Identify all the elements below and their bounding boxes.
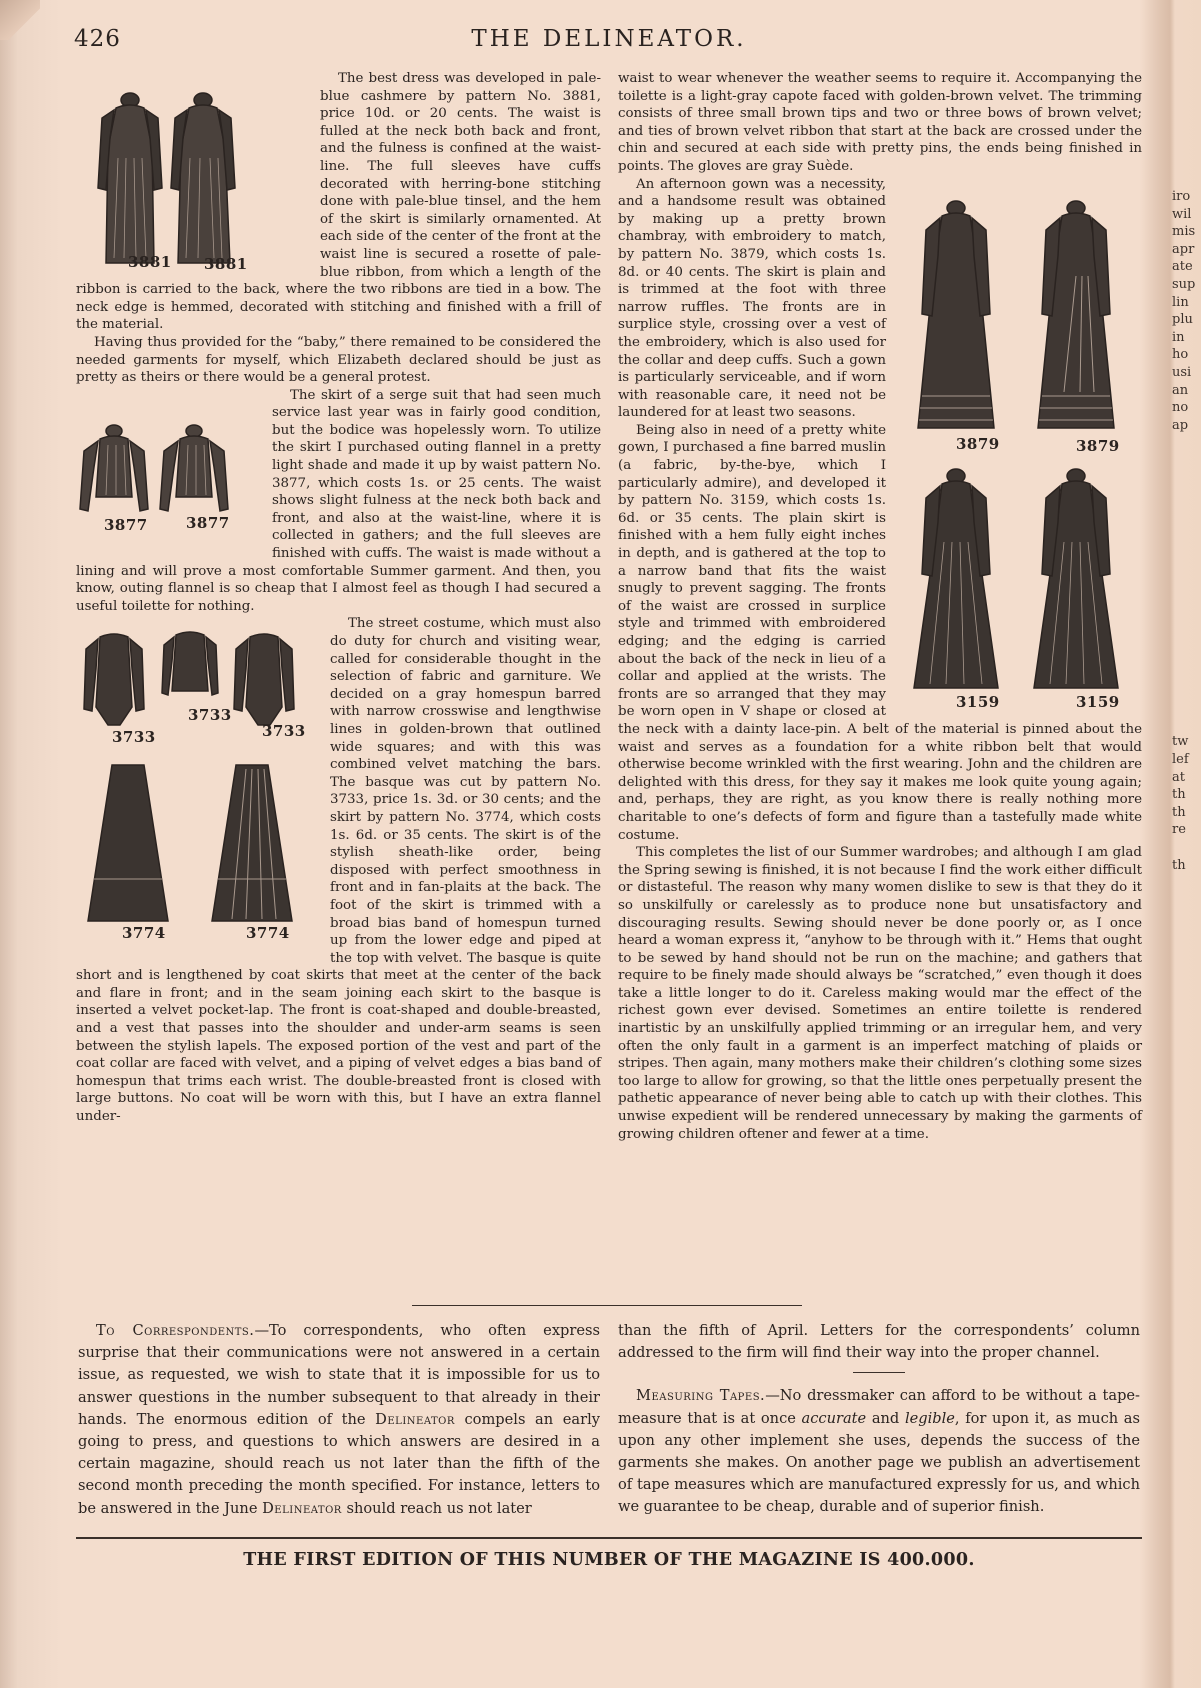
edge-fragment xyxy=(1172,663,1201,681)
paragraph-3159-gown: Being also in need of a pretty white gown, I purchased a fine barred muslin (a fabric, by-the-bye, which I particularly admire), and developed it by pattern No. 3159, which costs 1s. 6d. or 35 cents. The plain skirt is finished with a hem fully eight inches in depth, and is gathered at the top to a narrow band that fits the waist snugly to prevent sagging. The fronts of the waist are crossed in surplice style and trimmed with embroidered edging; and the edging is carried about the back of the neck in lieu of a collar and applied at the wrists. The fronts are so arranged that they may be worn open in V shape or closed at the neck with a dainty lace-pin. A belt of the material is pinned about the waist and serves as a foundation for a white ribbon belt that would otherwise become wrinkled with the first wearing. John and the children are delighted with this dress, for they say it makes me look quite young again; and, perhaps, they are right, as you know there is really nothing more charitable to one’s defects of form and figure than a tastefully made white costume. xyxy=(618,422,1142,843)
paragraph-baby: Having thus provided for the “baby,” there remained to be considered the needed garments for myself, which Elizabeth declared should be just as pretty as theirs or there would be a general protest. xyxy=(76,334,601,386)
edge-fragment: ate xyxy=(1172,259,1193,275)
edge-fragment xyxy=(1172,540,1201,558)
dress-3881-illustration xyxy=(58,78,312,276)
figure-label: 3877 xyxy=(186,513,230,532)
waist-3877-illustration xyxy=(66,417,266,557)
paragraph-text: An afternoon gown was a necessity, and a handsome result was obtained by making up a pretty brown chambray, with embroidery to match, by pattern No. 3879, which costs 1s. 8d. or 40 cents. The skirt is plain and is trimmed at the foot with three narrow ruffles. The fronts are in surplice style, crossing over a vest of the embroidery, which is also used for the collar and deep cuffs. Such a gown is particularly serviceable, and if worn with reasonable care, it need not be laundered for at least two seasons. xyxy=(618,176,886,421)
edge-fragment xyxy=(1172,434,1201,452)
magazine-name: Delineator xyxy=(375,1410,455,1428)
edge-fragment xyxy=(1172,118,1201,136)
section-divider xyxy=(412,1305,802,1306)
edge-fragment xyxy=(1172,557,1201,575)
figure-label: 3879 xyxy=(1076,436,1120,455)
figure-label: 3774 xyxy=(122,924,166,943)
magazine-title: THE DELINEATOR. xyxy=(471,26,747,52)
edge-fragment xyxy=(1172,645,1201,663)
paragraph-text: The skirt of a serge suit that had seen much service last year was in fairly good condition, but the bodice was hopelessly worn. To utilize the skirt I purchased outing flannel in a pretty light shade and made it up by waist pattern No. 3877, which costs 1s. or 25 cents. The waist shows slight fulness at the neck both back and front, and also at the waist-line, where it is collected in gathers; and the full sleeves are finished with cuffs. The waist is made without a lining and will prove a most comfortable Summer garment. And then, you know, outing flannel is so cheap that I almost feel as though I had secured a useful toilette for nothing. xyxy=(76,387,601,614)
paragraph-street-costume xyxy=(76,615,601,1125)
article-column-right xyxy=(618,70,1142,1310)
edge-fragment xyxy=(1172,610,1201,628)
paragraph-3881-dress xyxy=(76,70,601,334)
edge-fragment xyxy=(1172,469,1201,487)
edge-fragment: apr xyxy=(1172,241,1195,257)
edge-fragment xyxy=(1172,681,1201,699)
figure-3733-basque xyxy=(66,629,324,753)
figure-3159-gown xyxy=(894,466,1152,716)
figure-label: 3733 xyxy=(112,728,156,747)
gown-3879-illustration xyxy=(894,196,1152,456)
edge-fragment: th xyxy=(1172,857,1186,873)
notice-text: , for upon it, as much as upon any other implement she uses, depends the success of the garments she makes. On another page we publish an advertisement of tape measures which are manufactured expressly for us, and which we guarantee to be cheap, durable and of superior finish. xyxy=(618,1409,1140,1516)
edge-fragment: usi xyxy=(1172,364,1192,380)
notice-divider xyxy=(853,1372,905,1373)
figure-label: 3159 xyxy=(1076,692,1120,711)
edge-fragment: th xyxy=(1172,804,1186,820)
edge-fragment: ap xyxy=(1172,417,1189,433)
notice-column-left xyxy=(78,1320,600,1520)
notice-text: —To correspondents, who often express surprise that their communications were not answered in a certain issue, as requested, we wish to state that it is impossible for us to answer questions in the number subsequent to that already in their hands. The enormous edition of the xyxy=(78,1322,600,1428)
edge-fragment xyxy=(1172,716,1201,734)
edge-fragment xyxy=(1172,505,1201,523)
edge-fragment: no xyxy=(1172,400,1189,416)
notice-text: and xyxy=(866,1409,905,1427)
notice-column-right xyxy=(618,1320,1140,1519)
notice-text: should reach us not later xyxy=(341,1499,532,1517)
edge-fragment: plu xyxy=(1172,312,1193,328)
notice-heading: To Correspondents. xyxy=(96,1322,255,1339)
edge-fragment xyxy=(1172,839,1201,857)
paragraph-3877-waist xyxy=(76,387,601,616)
emphasis: accurate xyxy=(801,1409,867,1427)
edge-fragment xyxy=(1172,628,1201,646)
edge-fragment: wil xyxy=(1172,206,1192,222)
edge-fragment: lef xyxy=(1172,751,1189,767)
edge-fragment: tw xyxy=(1172,734,1189,750)
page-number: 426 xyxy=(74,26,121,52)
figure-label: 3774 xyxy=(246,924,290,943)
edge-fragment xyxy=(1172,698,1201,716)
figure-3881-dress xyxy=(58,78,312,276)
notice-correspondents xyxy=(78,1320,600,1520)
edge-fragment: ho xyxy=(1172,347,1189,363)
figure-label: 3879 xyxy=(956,434,1000,453)
edge-fragment: iro xyxy=(1172,188,1191,204)
edge-fragment: mis xyxy=(1172,224,1196,240)
page-corner-fold xyxy=(0,0,40,40)
edge-fragment xyxy=(1172,100,1201,118)
figure-label: 3733 xyxy=(188,706,232,725)
edge-fragment: sup xyxy=(1172,276,1196,292)
figure-label: 3733 xyxy=(262,722,306,741)
paragraph-text: The best dress was developed in pale-blue cashmere by pattern No. 3881, price 10d. or 20 cents. The waist is fulled at the neck both back and front, and the fulness is confined at the waist-line. The full sleeves have cuffs decorated with herring-bone stitching done with pale-blue tinsel, and the hem of the skirt is similarly ornamented. At each side of the center of the front at the waist line is secured a rosette of pale-blue ribbon, from which a length of the ribbon is carried to the back, where the two ribbons are tied in a bow. The neck edge is hemmed, decorated with stitching and finished with a frill of the material. xyxy=(76,71,601,333)
edge-fragment: in xyxy=(1172,329,1185,345)
figure-3877-waist xyxy=(66,417,266,557)
notice-correspondents-continued: than the fifth of April. Letters for the correspondents’ column addressed to the firm will find their way into the proper channel. xyxy=(618,1322,1140,1362)
edge-fragment xyxy=(1172,593,1201,611)
edge-fragment xyxy=(1172,575,1201,593)
figure-label: 3881 xyxy=(128,253,172,271)
running-head xyxy=(74,26,1144,62)
edge-fragment: an xyxy=(1172,382,1189,398)
notice-text: —No dressmaker can afford to be without a tape-measure that is at once xyxy=(618,1387,1140,1427)
edge-fragment xyxy=(1172,153,1201,171)
next-page-edge-fragments xyxy=(1172,100,1201,1550)
emphasis: legible xyxy=(904,1409,955,1427)
edge-fragment: at xyxy=(1172,769,1185,785)
edge-fragment xyxy=(1172,452,1201,470)
edge-fragment: th xyxy=(1172,787,1186,803)
edition-notice: THE FIRST EDITION OF THIS NUMBER OF THE MAGAZINE IS 400.000. xyxy=(243,1550,975,1570)
edge-fragment: re xyxy=(1172,822,1186,838)
edge-fragment xyxy=(1172,522,1201,540)
figure-3774-skirt xyxy=(66,759,324,949)
notice-measuring-tapes xyxy=(618,1385,1140,1518)
edge-fragment: lin xyxy=(1172,294,1189,310)
paragraph-text: The street costume, which must also do duty for church and visiting wear, called for considerable thought in the selection of fabric and garniture. We decided on a gray homespun barred with narrow crosswise and lengthwise lines in golden-brown that outlined wide squares; and with this was combined velvet matching the bars. The basque was cut by pattern No. 3733, price 1s. 3d. or 30 cents; and the skirt by pattern No. 3774, which costs 1s. 6d. or 35 cents. The skirt is of the stylish sheath-like order, being disposed with perfect smoothness in front and in fan-plaits at the back. The foot of the skirt is trimmed with a broad bias band of homespun turned up from the lower edge and piped at the top with velvet. The basque is quite short and is lengthened by coat skirts that meet at the center of the back and flare in front; and in the seam joining each skirt to the basque is inserted a velvet pocket-lap. The front is coat-shaped and double-breasted, and a vest that passes into the shoulder and under-arm seams is seen between the stylish lapels. The exposed portion of the vest and part of the coat collar are faced with velvet, and a piping of velvet edges a bias band of homespun that trims each wrist. The double-breasted front is closed with large buttons. No coat will be worn with this, but I have an extra flannel under- xyxy=(76,616,601,1125)
notice-heading: Measuring Tapes. xyxy=(636,1387,766,1405)
figure-label: 3159 xyxy=(956,692,1000,711)
gown-3159-illustration xyxy=(894,466,1152,716)
article-column-left xyxy=(76,70,601,1310)
figure-label: 3881 xyxy=(204,255,248,273)
edge-fragment xyxy=(1172,170,1201,188)
paragraph-capote: waist to wear whenever the weather seems to require it. Accompanying the toilette is a light-gray capote faced with golden-brown velvet. The trimming consists of three small brown tips and two or three bows of brown velvet; and ties of brown velvet ribbon that start at the back are crossed under the chin and secured at each side with pretty pins, the ends being finished in points. The gloves are gray Suède. xyxy=(618,71,1142,174)
edge-fragment xyxy=(1172,487,1201,505)
footer-rule xyxy=(76,1537,1142,1539)
skirt-3774-illustration xyxy=(66,759,324,949)
figure-label: 3877 xyxy=(104,515,148,534)
notice-text: compels an early going to press, and questions to which answers are desired in a certain magazine, should reach us not later than the fifth of the second month preceding the month specified. For instance, letters to be answered in the June xyxy=(78,1410,600,1517)
edge-fragment xyxy=(1172,135,1201,153)
magazine-name: Delineator xyxy=(262,1499,342,1517)
paragraph-summer-wardrobes: This completes the list of our Summer wardrobes; and although I am glad the Spring sewing is finished, it is not because I find the work either difficult or distasteful. The reason why many women dislike to sew is that they do it so unskilfully or carelessly as to produce none but unsatisfactory and discouraging results. Sewing should never be done poorly or, as I once heard a woman express it, “anyhow to be through with it.” Hems that ought to be sewed by hand should not be run on the machine; and gathers that require to be finely made should always be “scratched,” even though it does take a little longer to do it. Careless making would mar the effect of the richest gown ever devised. Sometimes an entire toilette is rendered inartistic by an unskilfully applied trimming or an irregular hem, and very often the only fault in a garment is an imperfect matching of plaids or stripes. Then again, many mothers make their children’s clothing some sizes too large to allow for growing, so that the little ones perpetually present the pathetic appearance of never being able to catch up with their clothes. This unwise expedient will be rendered unnecessary by making the garments of growing children oftener and fewer at a time. xyxy=(618,845,1142,1142)
figure-3879-gown xyxy=(894,196,1152,456)
